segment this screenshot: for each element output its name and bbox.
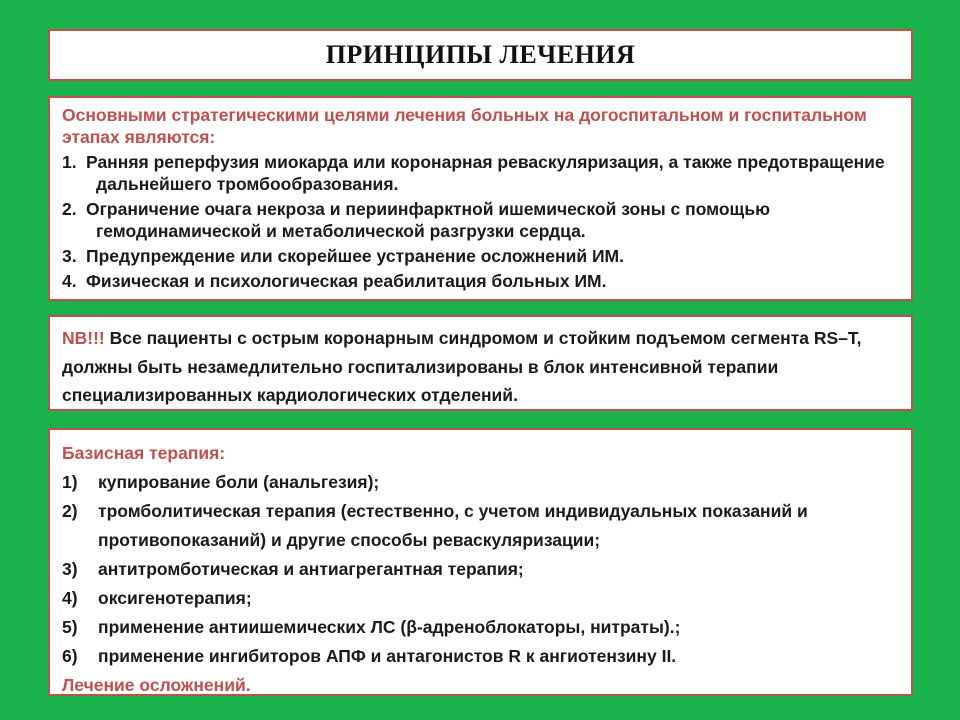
therapy-box (48, 428, 913, 696)
goal-text: Предупреждение или скорейшее устранение осложнений ИМ. (86, 246, 624, 266)
therapy-item-4 (62, 584, 899, 613)
therapy-number: 2) (62, 501, 78, 521)
therapy-item-6 (62, 642, 899, 671)
therapy-heading: Базисная терапия: (62, 443, 226, 463)
nb-box (48, 315, 913, 411)
goal-text: Ранняя реперфузия миокарда или коронарная реваскуляризация, а также предотвращение дальнейшего тромбообразования. (86, 152, 885, 194)
therapy-item-2 (62, 497, 899, 555)
therapy-item-3 (62, 555, 899, 584)
goal-text: Ограничение очага некроза и периинфарктной ишемической зоны с помощью гемодинамической и метаболической разгрузки сердца. (86, 199, 771, 241)
goals-intro: Основными стратегическими целями лечения больных на догоспитальном и госпитальном этапах являются: (62, 105, 867, 147)
therapy-number: 4) (62, 588, 78, 608)
title-box (48, 29, 913, 81)
therapy-item-1 (62, 468, 899, 497)
therapy-text: применение ингибиторов АПФ и антагонистов R к ангиотензину II. (98, 646, 677, 666)
therapy-footer: Лечение осложнений. (62, 675, 251, 695)
therapy-number: 6) (62, 646, 78, 666)
goal-item-3 (62, 245, 899, 267)
page-title: ПРИНЦИПЫ ЛЕЧЕНИЯ (325, 40, 636, 69)
goal-item-1 (62, 151, 899, 195)
goal-number: 3. (62, 246, 77, 266)
therapy-text: антитромботическая и антиагрегантная терапия; (98, 559, 524, 579)
therapy-text: купирование боли (анальгезия); (98, 472, 380, 492)
nb-label: NB!!! (62, 328, 105, 348)
goal-number: 4. (62, 271, 77, 291)
goal-number: 1. (62, 152, 77, 172)
therapy-text: тромболитическая терапия (естественно, с учетом индивидуальных показаний и противопоказаний) и другие способы реваскуляризации; (98, 501, 808, 550)
goal-item-4 (62, 270, 899, 292)
therapy-number: 1) (62, 472, 78, 492)
goals-box (48, 96, 913, 301)
nb-paragraph (62, 324, 899, 410)
therapy-number: 3) (62, 559, 78, 579)
therapy-text: оксигенотерапия; (98, 588, 252, 608)
goal-text: Физическая и психологическая реабилитация больных ИМ. (86, 271, 607, 291)
therapy-text: применение антиишемических ЛС (β-адреноблокаторы, нитраты).; (98, 617, 681, 637)
therapy-item-5 (62, 613, 899, 642)
goal-number: 2. (62, 199, 77, 219)
therapy-number: 5) (62, 617, 78, 637)
nb-text: Все пациенты с острым коронарным синдромом и стойким подъемом сегмента RS–T, должны быть незамедлительно госпитализированы в блок интенсивной терапии специализированных кардиологических отделений. (62, 328, 862, 405)
goal-item-2 (62, 198, 899, 242)
